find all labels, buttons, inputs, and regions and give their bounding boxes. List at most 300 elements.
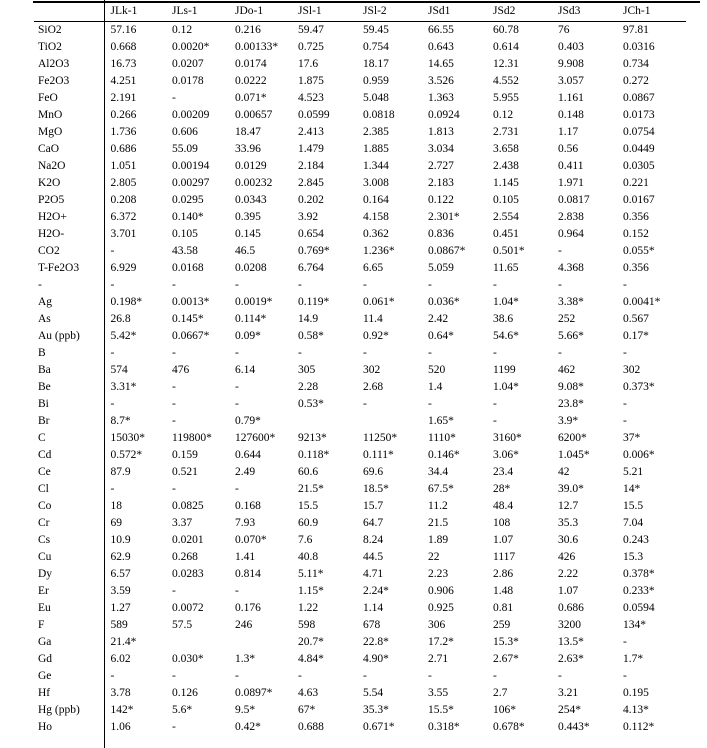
value-cell: 46.5	[235, 245, 256, 257]
stub-cell	[617, 736, 686, 748]
table-row	[34, 328, 686, 345]
value-cell: 0.567	[623, 313, 649, 325]
value-cell: 0.0667*	[172, 330, 210, 342]
value-cell	[166, 634, 229, 651]
value-cell: 0.176	[235, 602, 261, 614]
table-row	[34, 175, 686, 192]
value-cell: 3.9*	[558, 415, 579, 427]
stub-cell	[552, 736, 617, 748]
value-cell: 1.813	[428, 126, 454, 138]
value-cell: 1.65*	[428, 415, 454, 427]
value-cell: -	[623, 347, 627, 359]
value-cell: 0.148	[558, 109, 584, 121]
table-row	[34, 39, 686, 56]
value-cell: 0.112*	[623, 721, 655, 733]
value-cell: 2.184	[298, 160, 324, 172]
value-cell: 0.168	[235, 500, 261, 512]
value-cell: 21.4*	[110, 636, 137, 648]
value-cell: 8.24	[363, 534, 384, 546]
value-cell: 57.5	[172, 619, 193, 631]
value-cell: 1.04*	[493, 296, 519, 308]
row-label: Cs	[34, 532, 104, 549]
table-row	[34, 243, 686, 260]
row-label: P2O5	[34, 192, 104, 209]
value-cell: 12.7	[558, 500, 579, 512]
value-cell: 678	[363, 619, 381, 631]
value-cell: -	[172, 585, 176, 597]
value-cell: 11.65	[493, 262, 519, 274]
value-cell: 12.31	[493, 58, 519, 70]
stub-cell	[34, 736, 104, 748]
value-cell: 22.8*	[363, 636, 389, 648]
value-cell: 22	[428, 551, 440, 563]
value-cell: 15.5	[298, 500, 319, 512]
value-cell: -	[558, 279, 562, 291]
value-cell: 0.140*	[172, 211, 204, 223]
value-cell: 252	[558, 313, 576, 325]
value-cell: 2.24*	[363, 585, 389, 597]
value-cell: 0.0754	[623, 126, 655, 138]
value-cell: 0.0295	[172, 194, 204, 206]
column-header: JLs-1	[166, 0, 229, 22]
value-cell: 0.318*	[428, 721, 460, 733]
value-cell: -	[235, 381, 239, 393]
value-cell: 0.105	[493, 194, 519, 206]
value-cell: 1.14	[363, 602, 384, 614]
row-label: Ce	[34, 464, 104, 481]
table-row	[34, 345, 686, 362]
row-label: K2O	[34, 175, 104, 192]
row-label: Cr	[34, 515, 104, 532]
value-cell: 106*	[493, 704, 516, 716]
value-cell: 3.38*	[558, 296, 584, 308]
value-cell: 520	[428, 364, 446, 376]
value-cell: 0.614	[493, 41, 519, 53]
value-cell: 69	[110, 517, 122, 529]
value-cell: 6200*	[558, 432, 587, 444]
value-cell: 0.0825	[172, 500, 204, 512]
value-cell: 0.0207	[172, 58, 204, 70]
value-cell: 21.5*	[298, 483, 324, 495]
value-cell: 67*	[298, 704, 316, 716]
value-cell: 0.572*	[110, 449, 143, 461]
value-cell: 0.0167	[623, 194, 655, 206]
value-cell: -	[493, 398, 497, 410]
value-cell: -	[428, 347, 432, 359]
row-label: Cl	[34, 481, 104, 498]
value-cell: 60.78	[493, 24, 519, 36]
value-cell: 0.0013*	[172, 296, 210, 308]
value-cell: 37*	[623, 432, 641, 444]
table-row	[34, 515, 686, 532]
value-cell: 40.8	[298, 551, 319, 563]
header-row	[34, 0, 686, 22]
row-label: Na2O	[34, 158, 104, 175]
value-cell: 0.00297	[172, 177, 210, 189]
value-cell: 0.070*	[235, 534, 267, 546]
row-label: Ag	[34, 294, 104, 311]
value-cell: 0.443*	[558, 721, 590, 733]
value-cell: 108	[493, 517, 511, 529]
value-cell: 1.344	[363, 160, 389, 172]
value-cell: 0.686	[558, 602, 584, 614]
table-row	[34, 260, 686, 277]
value-cell: 0.114*	[235, 313, 267, 325]
value-cell: 97.81	[623, 24, 649, 36]
value-cell: -	[235, 670, 239, 682]
value-cell: 0.272	[623, 75, 649, 87]
value-cell: 0.754	[363, 41, 389, 53]
value-cell: 0.17*	[623, 330, 649, 342]
value-cell: 0.959	[363, 75, 389, 87]
table-row	[34, 277, 686, 294]
value-cell: -	[428, 398, 432, 410]
value-cell: 55.09	[172, 143, 198, 155]
row-label: Cd	[34, 447, 104, 464]
row-label: H2O+	[34, 209, 104, 226]
row-label: MgO	[34, 124, 104, 141]
value-cell: -	[493, 347, 497, 359]
value-cell: 0.58*	[298, 330, 324, 342]
value-cell: 1.17	[558, 126, 579, 138]
value-cell: 0.0020*	[172, 41, 210, 53]
value-cell: 1.875	[298, 75, 324, 87]
value-cell: 2.183	[428, 177, 454, 189]
row-label: H2O-	[34, 226, 104, 243]
value-cell: 0.0129	[235, 160, 267, 172]
stub-cell	[487, 736, 552, 748]
value-cell: 2.385	[363, 126, 389, 138]
value-cell: 0.373*	[623, 381, 655, 393]
value-cell: -	[235, 483, 239, 495]
row-label: Cu	[34, 549, 104, 566]
column-header: JSd3	[552, 0, 617, 22]
value-cell: 15.5*	[428, 704, 454, 716]
table-row	[34, 430, 686, 447]
value-cell: 1.885	[363, 143, 389, 155]
value-cell: 67.5*	[428, 483, 454, 495]
value-cell	[229, 634, 292, 651]
value-cell: 3.55	[428, 687, 449, 699]
value-cell: 2.554	[493, 211, 519, 223]
value-cell: 4.90*	[363, 653, 389, 665]
row-label: TiO2	[34, 39, 104, 56]
value-cell: 0.0343	[235, 194, 267, 206]
value-cell: -	[363, 670, 367, 682]
column-header: JSl-1	[292, 0, 357, 22]
value-cell: 0.00209	[172, 109, 210, 121]
value-cell: 0.00194	[172, 160, 210, 172]
value-cell: 0.00657	[235, 109, 273, 121]
value-cell: 76	[558, 24, 570, 36]
value-cell: -	[623, 636, 627, 648]
value-cell: 0.243	[623, 534, 649, 546]
value-cell: 60.6	[298, 466, 319, 478]
row-label: B	[34, 345, 104, 362]
value-cell: 0.221	[623, 177, 649, 189]
value-cell: 43.58	[172, 245, 198, 257]
value-cell: -	[172, 415, 176, 427]
value-cell: 0.964	[558, 228, 584, 240]
table-row	[34, 56, 686, 73]
value-cell: 2.438	[493, 160, 519, 172]
value-cell: 0.836	[428, 228, 454, 240]
value-cell: 0.814	[235, 568, 261, 580]
value-cell: 9.908	[558, 58, 584, 70]
value-cell: 0.202	[298, 194, 324, 206]
row-label: FeO	[34, 90, 104, 107]
stub-cell	[229, 736, 292, 748]
row-label: Ge	[34, 668, 104, 685]
value-cell: 0.145*	[172, 313, 204, 325]
value-cell: 0.403	[558, 41, 584, 53]
value-cell: 2.845	[298, 177, 324, 189]
table-row	[34, 141, 686, 158]
value-cell: 1.145	[493, 177, 519, 189]
value-cell: -	[363, 398, 367, 410]
table-row	[34, 549, 686, 566]
table-row	[34, 226, 686, 243]
value-cell: 0.006*	[623, 449, 655, 461]
value-cell: 0.378*	[623, 568, 655, 580]
value-cell: 6.929	[110, 262, 137, 274]
value-cell: 21.5	[428, 517, 449, 529]
value-cell: 1.363	[428, 92, 454, 104]
table-row	[34, 617, 686, 634]
row-label: Be	[34, 379, 104, 396]
table-row	[34, 158, 686, 175]
value-cell: 0.678*	[493, 721, 525, 733]
table-row	[34, 651, 686, 668]
row-label: Ba	[34, 362, 104, 379]
value-cell: -	[623, 398, 627, 410]
value-cell: 0.411	[558, 160, 584, 172]
value-cell: 18.47	[235, 126, 261, 138]
column-header: JSd2	[487, 0, 552, 22]
value-cell: 0.198*	[110, 296, 143, 308]
value-cell: 2.413	[298, 126, 324, 138]
stub-cell	[292, 736, 357, 748]
table-row	[34, 583, 686, 600]
value-cell: 1.48	[493, 585, 514, 597]
value-cell	[357, 413, 422, 430]
row-label: Fe2O3	[34, 73, 104, 90]
value-cell: 87.9	[110, 466, 131, 478]
value-cell: 44.5	[363, 551, 384, 563]
value-cell: -	[172, 279, 176, 291]
table-row	[34, 362, 686, 379]
value-cell: 11250*	[363, 432, 398, 444]
value-cell: 1110*	[428, 432, 456, 444]
value-cell: 6.764	[298, 262, 324, 274]
value-cell: 0.521	[172, 466, 198, 478]
row-label: Dy	[34, 566, 104, 583]
value-cell: -	[558, 670, 562, 682]
value-cell: 3.658	[493, 143, 519, 155]
value-cell: 0.0173	[623, 109, 655, 121]
value-cell: 8.7*	[110, 415, 131, 427]
value-cell: 1199	[493, 364, 516, 376]
value-cell: 2.7	[493, 687, 508, 699]
table-row	[34, 447, 686, 464]
value-cell: 0.451	[493, 228, 519, 240]
value-cell: 246	[235, 619, 253, 631]
value-cell: -	[235, 347, 239, 359]
value-cell: 7.93	[235, 517, 256, 529]
table-row	[34, 702, 686, 719]
value-cell: 0.118*	[298, 449, 330, 461]
value-cell: 0.0041*	[623, 296, 661, 308]
value-cell: 5.955	[493, 92, 519, 104]
value-cell: 0.055*	[623, 245, 655, 257]
value-cell: -	[558, 347, 562, 359]
row-label: MnO	[34, 107, 104, 124]
row-label: SiO2	[34, 22, 104, 40]
value-cell: 1.07	[558, 585, 579, 597]
value-cell: -	[623, 279, 627, 291]
value-cell: 6.372	[110, 211, 137, 223]
value-cell: 462	[558, 364, 576, 376]
value-cell: 302	[623, 364, 641, 376]
value-cell: 3.21	[558, 687, 579, 699]
value-cell: 54.6*	[493, 330, 519, 342]
value-cell: 0.725	[298, 41, 324, 53]
value-cell: 0.061*	[363, 296, 395, 308]
row-label: C	[34, 430, 104, 447]
value-cell: -	[623, 415, 627, 427]
value-cell: 0.0867*	[428, 245, 466, 257]
value-cell: 5.059	[428, 262, 454, 274]
value-cell: 38.6	[493, 313, 514, 325]
value-cell: 2.727	[428, 160, 454, 172]
value-cell: 2.731	[493, 126, 519, 138]
table-row	[34, 73, 686, 90]
value-cell: 3.057	[558, 75, 584, 87]
value-cell: 0.00133*	[235, 41, 279, 53]
value-cell: 0.686	[110, 143, 137, 155]
value-cell: 0.12	[172, 24, 193, 36]
value-cell: 5.66*	[558, 330, 584, 342]
value-cell: 1.22	[298, 602, 319, 614]
table-row	[34, 498, 686, 515]
value-cell: -	[235, 398, 239, 410]
value-cell: 0.0222	[235, 75, 267, 87]
value-cell: 30.6	[558, 534, 579, 546]
value-cell: 1.051	[110, 160, 137, 172]
value-cell: 5.6*	[172, 704, 193, 716]
value-cell: 1.04*	[493, 381, 519, 393]
value-cell: 2.838	[558, 211, 584, 223]
value-cell: 0.0897*	[235, 687, 273, 699]
value-cell: 6.57	[110, 568, 131, 580]
row-label: Co	[34, 498, 104, 515]
value-cell: -	[172, 670, 176, 682]
value-cell: 2.28	[298, 381, 319, 393]
table-row	[34, 464, 686, 481]
value-cell: 2.805	[110, 177, 137, 189]
value-cell: 6.65	[363, 262, 384, 274]
value-cell: 48.4	[493, 500, 514, 512]
value-cell: 3.37	[172, 517, 193, 529]
value-cell: 15.7	[363, 500, 384, 512]
row-label: Ho	[34, 719, 104, 736]
value-cell: 6.02	[110, 653, 131, 665]
value-cell: 15.5	[623, 500, 644, 512]
value-cell: -	[172, 347, 176, 359]
value-cell: 1.89	[428, 534, 449, 546]
value-cell: 1.971	[558, 177, 584, 189]
value-cell: 0.56	[558, 143, 579, 155]
value-cell: 0.09*	[235, 330, 261, 342]
value-cell: -	[363, 279, 367, 291]
row-label: CO2	[34, 243, 104, 260]
value-cell: 1.07	[493, 534, 514, 546]
value-cell: 0.195	[623, 687, 649, 699]
value-cell: 0.769*	[298, 245, 330, 257]
value-cell: -	[493, 279, 497, 291]
value-cell: 0.266	[110, 109, 137, 121]
value-cell: 0.92*	[363, 330, 389, 342]
value-cell: 11.2	[428, 500, 448, 512]
value-cell: 2.42	[428, 313, 449, 325]
value-cell: 13.5*	[558, 636, 584, 648]
value-cell: 0.606	[172, 126, 198, 138]
value-cell: 0.146*	[428, 449, 460, 461]
value-cell: 0.643	[428, 41, 454, 53]
value-cell: 0.53*	[298, 398, 324, 410]
value-cell: 9.5*	[235, 704, 256, 716]
value-cell: 0.42*	[235, 721, 261, 733]
value-cell: 66.55	[428, 24, 454, 36]
value-cell: 0.0316	[623, 41, 655, 53]
value-cell: 0.0208	[235, 262, 267, 274]
table-body	[34, 22, 686, 748]
row-label: T-Fe2O3	[34, 260, 104, 277]
value-cell: -	[110, 398, 115, 410]
row-label: Al2O3	[34, 56, 104, 73]
value-cell: 0.925	[428, 602, 454, 614]
value-cell: 0.119*	[298, 296, 330, 308]
value-cell: 6.14	[235, 364, 256, 376]
table-row	[34, 192, 686, 209]
value-cell: 14.65	[428, 58, 454, 70]
table-row	[34, 396, 686, 413]
value-cell: 17.2*	[428, 636, 454, 648]
value-cell: 0.0072	[172, 602, 204, 614]
value-cell: 2.63*	[558, 653, 584, 665]
value-cell: 4.368	[558, 262, 584, 274]
value-cell: 5.54	[363, 687, 384, 699]
value-cell: 302	[363, 364, 381, 376]
value-cell: 3.034	[428, 143, 454, 155]
value-cell: 14.9	[298, 313, 319, 325]
row-label: F	[34, 617, 104, 634]
row-label: -	[34, 277, 104, 294]
value-cell: 0.362	[363, 228, 389, 240]
row-label: Gd	[34, 651, 104, 668]
value-cell: 0.644	[235, 449, 261, 461]
value-cell: 2.71	[428, 653, 449, 665]
value-cell: 1.27	[110, 602, 131, 614]
value-cell: 0.0599	[298, 109, 330, 121]
table-row	[34, 311, 686, 328]
value-cell: -	[363, 347, 367, 359]
value-cell: 305	[298, 364, 316, 376]
value-cell: 0.122	[428, 194, 454, 206]
value-cell: 69.6	[363, 466, 384, 478]
table-row	[34, 566, 686, 583]
value-cell: 4.71	[363, 568, 384, 580]
